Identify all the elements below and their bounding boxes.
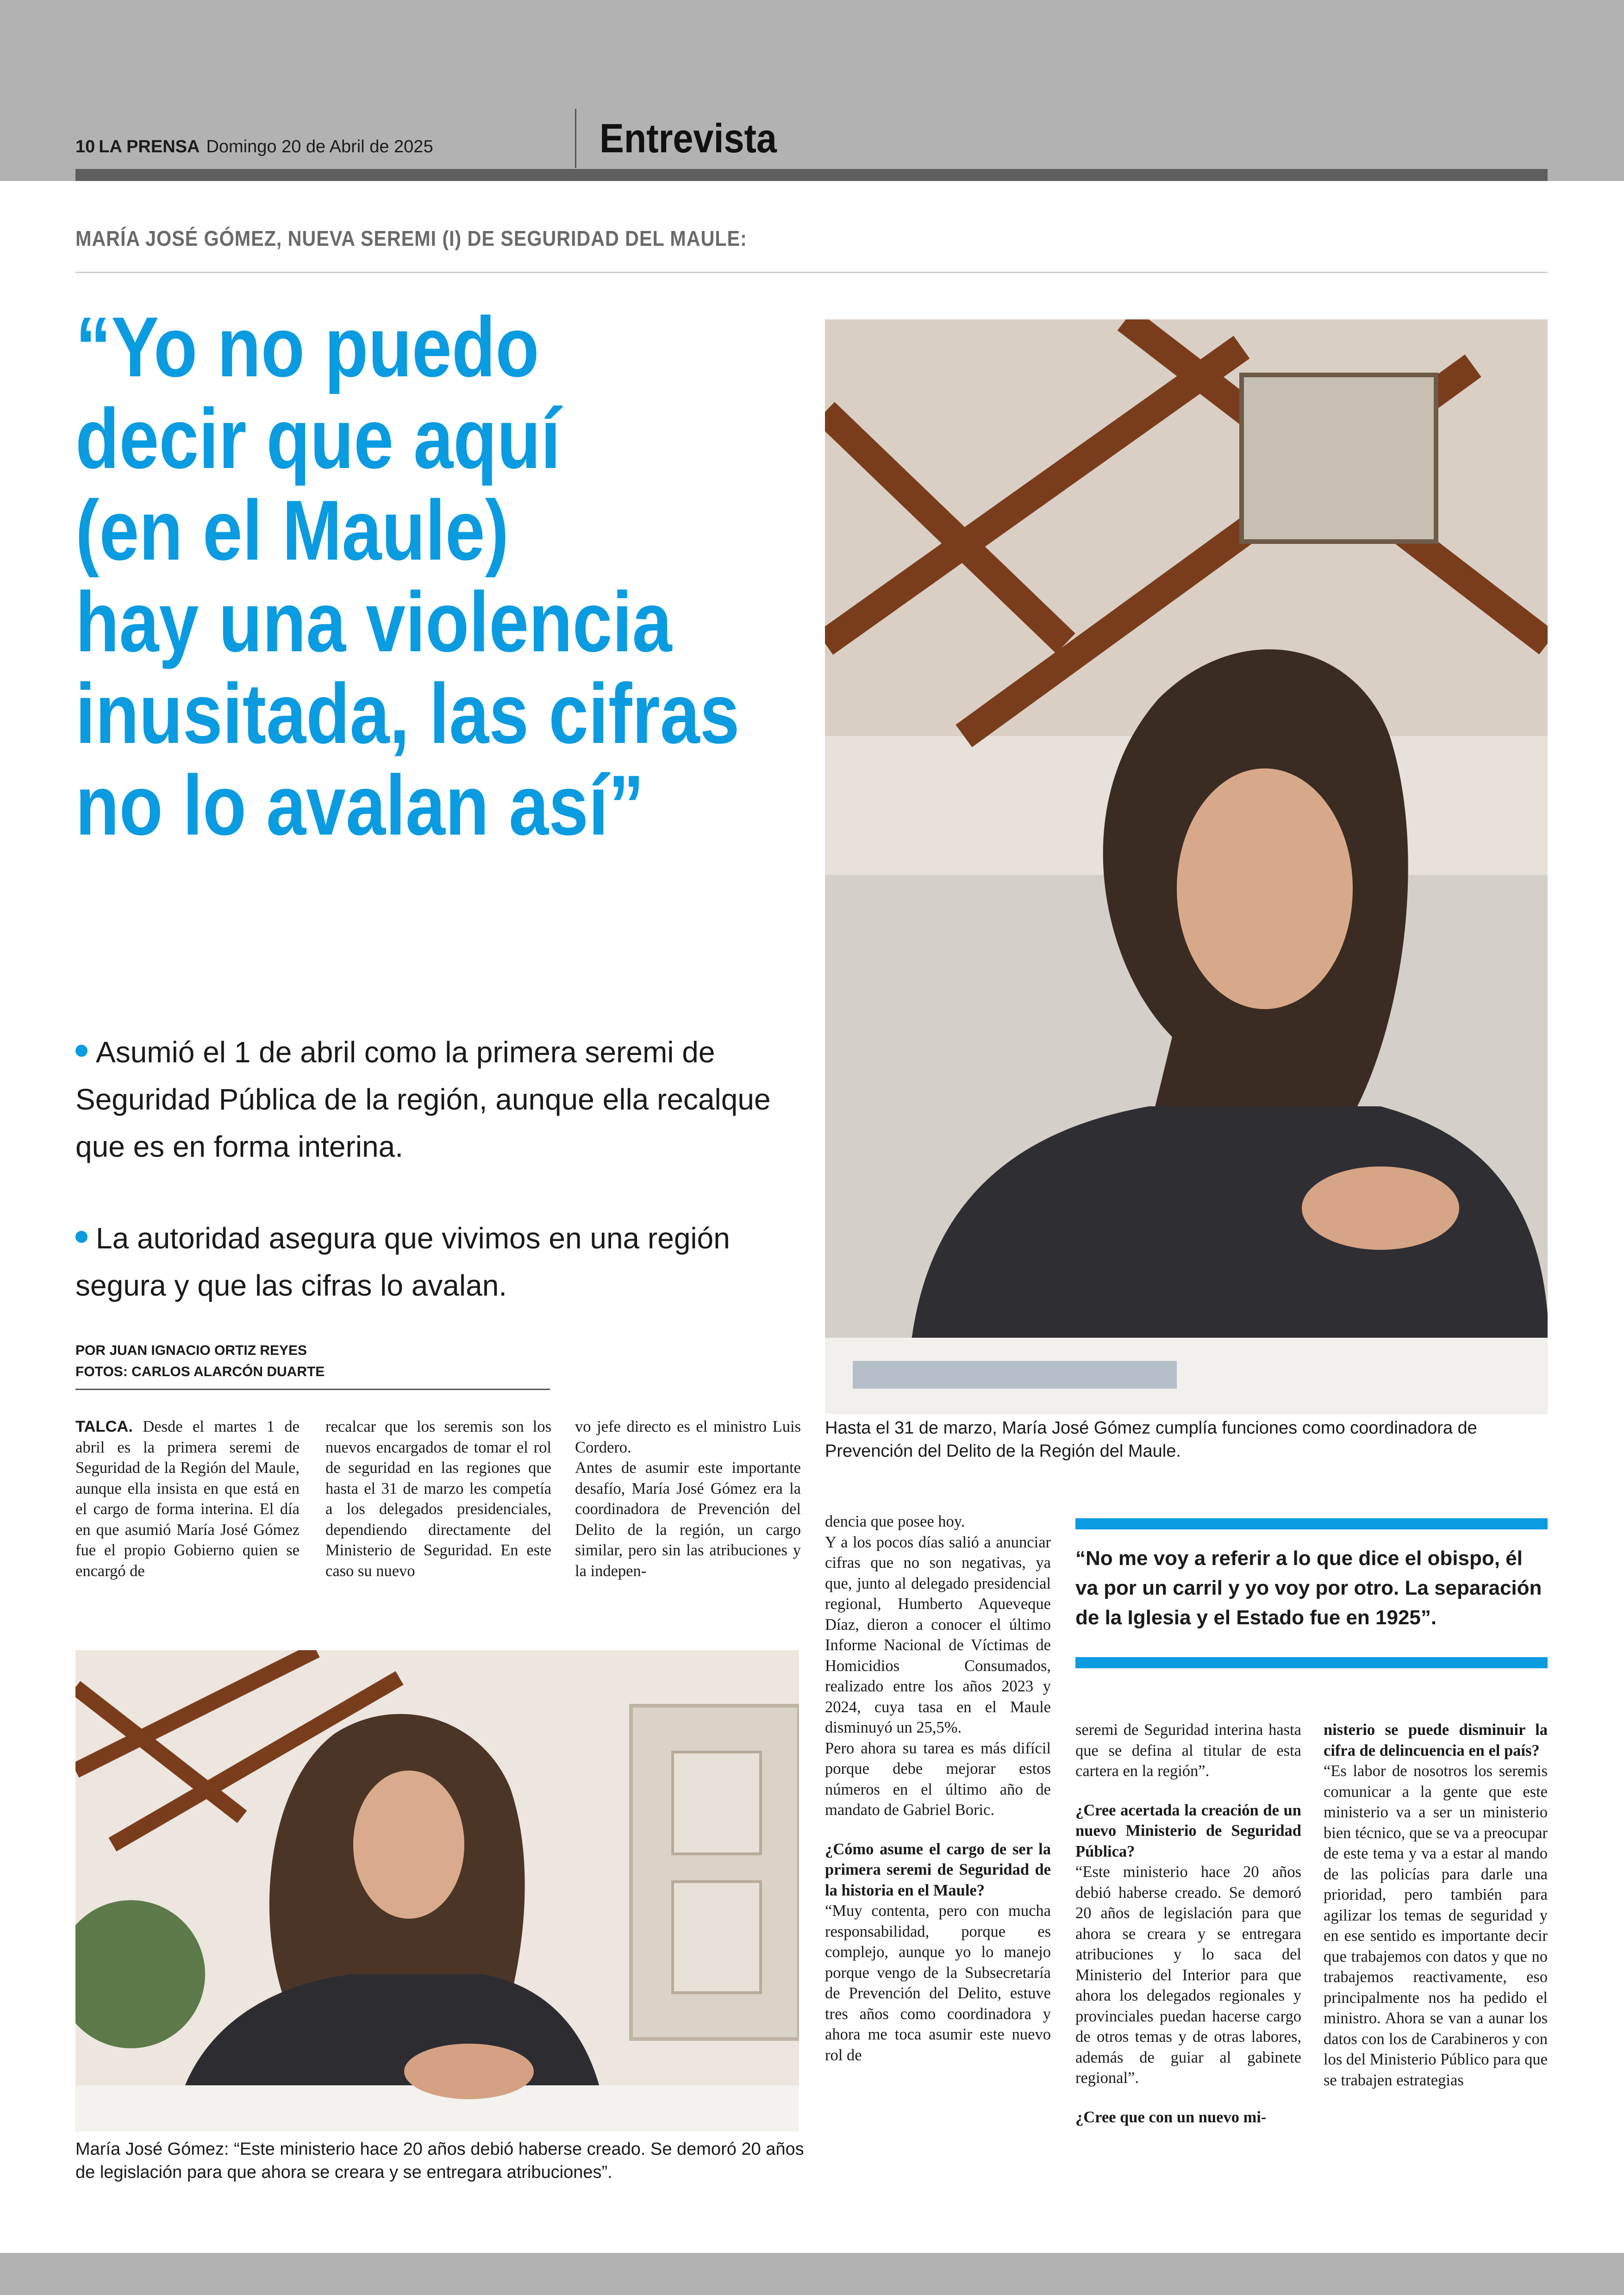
headline bbox=[75, 301, 775, 851]
pull-quote-bar-top bbox=[1075, 1518, 1548, 1529]
column-text: vo jefe directo es el ministro Luis Cordero. bbox=[575, 1418, 801, 1456]
column-text: “Muy contenta, pero con mucha responsabilidad, porque es complejo, aunque yo lo manejo porque vengo de la Subsecretaría de Prevención del Delito, estuve tres años como coordinadora y ahora me toca asumir este nuevo rol de bbox=[825, 1902, 1051, 2064]
text-column-3 bbox=[575, 1416, 801, 1581]
page-header-info bbox=[75, 137, 433, 157]
headline-line: hay una violencia bbox=[75, 574, 672, 669]
headline-line: “Yo no puedo bbox=[75, 299, 539, 394]
headline-line: (en el Maule) bbox=[75, 482, 509, 578]
column-text: dencia que posee hoy. bbox=[825, 1513, 965, 1530]
credits bbox=[75, 1340, 325, 1383]
text-column-6 bbox=[1324, 1720, 1548, 2090]
main-photo-caption: Hasta el 31 de marzo, María José Gómez cumplía funciones como coordinadora de Prevención del Delito de la Región del Maule. bbox=[825, 1418, 1477, 1461]
pull-quote-bar-bottom bbox=[1075, 1657, 1548, 1668]
secondary-photo-image bbox=[75, 1650, 799, 2132]
main-photo-image bbox=[825, 319, 1548, 1414]
column-text: Y a los pocos días salió a anunciar cifras que no son negativas, ya que, junto al delegado presidencial regional, Humberto Aqueveque Díaz, dieron a conocer el último Informe Nacional de Víctimas de Homicidios Consumados, realizado entre los años 2023 y 2024, cuya tasa en el Maule disminuyó un 25,5%. bbox=[825, 1533, 1051, 1736]
text-column-1 bbox=[75, 1416, 300, 1581]
photo-credit: FOTOS: CARLOS ALARCÓN DUARTE bbox=[75, 1364, 325, 1379]
headline-line: no lo avalan así” bbox=[75, 757, 644, 853]
text-column-2 bbox=[325, 1416, 551, 1581]
column-text: Antes de asumir este importante desafío, María José Gómez era la coordinadora de Prevención del Delito de la región, un cargo similar, pero sin las atribuciones y la indepen- bbox=[575, 1459, 801, 1580]
interview-question: ¿Cree que con un nuevo mi- bbox=[1075, 2108, 1267, 2126]
text-column-5 bbox=[1075, 1720, 1301, 2127]
main-photo bbox=[825, 319, 1548, 1414]
bullet-dot-icon bbox=[75, 1231, 87, 1243]
interview-question: ¿Cómo asume el cargo de ser la primera seremi de Seguridad de la historia en el Maule? bbox=[825, 1840, 1051, 1899]
column-text: “Este ministerio hace 20 años debió haberse creado. Se demoró 20 años de legislación para que ahora se creara y se entregara atribuciones y lo saca del Ministerio del Interior para que ahora los delegados regionales y provinciales puedan hacerse cargo de otros temas y de otras labores, además de guiar al gabinete regional”. bbox=[1075, 1863, 1301, 2087]
dateline: TALCA. bbox=[75, 1418, 133, 1435]
column-text: seremi de Seguridad interina hasta que se defina al titular de esta cartera en la región”. bbox=[1075, 1721, 1301, 1780]
headline-line: inusitada, las cifras bbox=[75, 666, 740, 761]
interview-question: nisterio se puede disminuir la cifra de delincuencia en el país? bbox=[1324, 1721, 1548, 1759]
header-divider bbox=[575, 109, 576, 168]
kicker-divider bbox=[75, 272, 1548, 273]
credits-divider bbox=[75, 1389, 550, 1390]
byline: POR JUAN IGNACIO ORTIZ REYES bbox=[75, 1343, 307, 1358]
issue-date: Domingo 20 de Abril de 2025 bbox=[206, 137, 433, 156]
publication-name: LA PRENSA bbox=[99, 137, 200, 156]
column-text: recalcar que los seremis son los nuevos encargados de tomar el rol de seguridad en las regiones que hasta el 31 de marzo les competía a los delegados presidenciales, dependiendo directamente del Ministerio de Seguridad. En este caso su nuevo bbox=[325, 1418, 551, 1580]
article-kicker: MARÍA JOSÉ GÓMEZ, NUEVA SEREMI (I) DE SEGURIDAD DEL MAULE: bbox=[75, 226, 747, 250]
summary-bullet: La autoridad asegura que vivimos en una región segura y que las cifras lo avalan. bbox=[75, 1222, 730, 1302]
headline-line: decir que aquí bbox=[75, 391, 561, 486]
pull-quote: “No me voy a referir a lo que dice el obispo, él va por un carril y yo voy por otro. La separación de la Iglesia y el Estado fue en 1925”. bbox=[1075, 1547, 1542, 1629]
header-bar bbox=[75, 169, 1548, 181]
text-column-4 bbox=[825, 1511, 1051, 2065]
secondary-photo bbox=[75, 1650, 799, 2132]
bullet-dot-icon bbox=[75, 1045, 87, 1057]
section-title: Entrevista bbox=[600, 115, 777, 161]
summary-bullet: Asumió el 1 de abril como la primera seremi de Seguridad Pública de la región, aunque ella recalque que es en forma interina. bbox=[75, 1035, 771, 1163]
secondary-photo-caption: María José Gómez: “Este ministerio hace 20 años debió haberse creado. Se demoró 20 años de legislación para que ahora se creara y se entregara atribuciones”. bbox=[75, 2139, 804, 2182]
column-text: Desde el martes 1 de abril es la primera seremi de Seguridad de la Región del Maule, aunque ella insista en que está en el cargo de forma interina. El día en que asumió María José Gómez fue el propio Gobierno quien se encargó de bbox=[75, 1418, 300, 1580]
column-text: Pero ahora su tarea es más difícil porque debe mejorar estos números en el último año de mandato de Gabriel Boric. bbox=[825, 1739, 1051, 1819]
page-number: 10 bbox=[75, 137, 95, 156]
interview-question: ¿Cree acertada la creación de un nuevo Ministerio de Seguridad Pública? bbox=[1075, 1801, 1301, 1860]
column-text: “Es labor de nosotros los seremis comunicar a la gente que este ministerio va a ser un ministerio bien técnico, que se va a preocupar de este tema y va a estar al mando de las policías para darle una prioridad, pero también para agilizar los temas de seguridad y en ese sentido es importante decir que trabajemos con datos y que no trabajemos reactivamente, eso principalmente nos ha pedido el ministro. Ahora se van a aunar los datos con los de Carabineros y con los del Ministerio Público para que se trabajen estrategias bbox=[1324, 1762, 1548, 2089]
